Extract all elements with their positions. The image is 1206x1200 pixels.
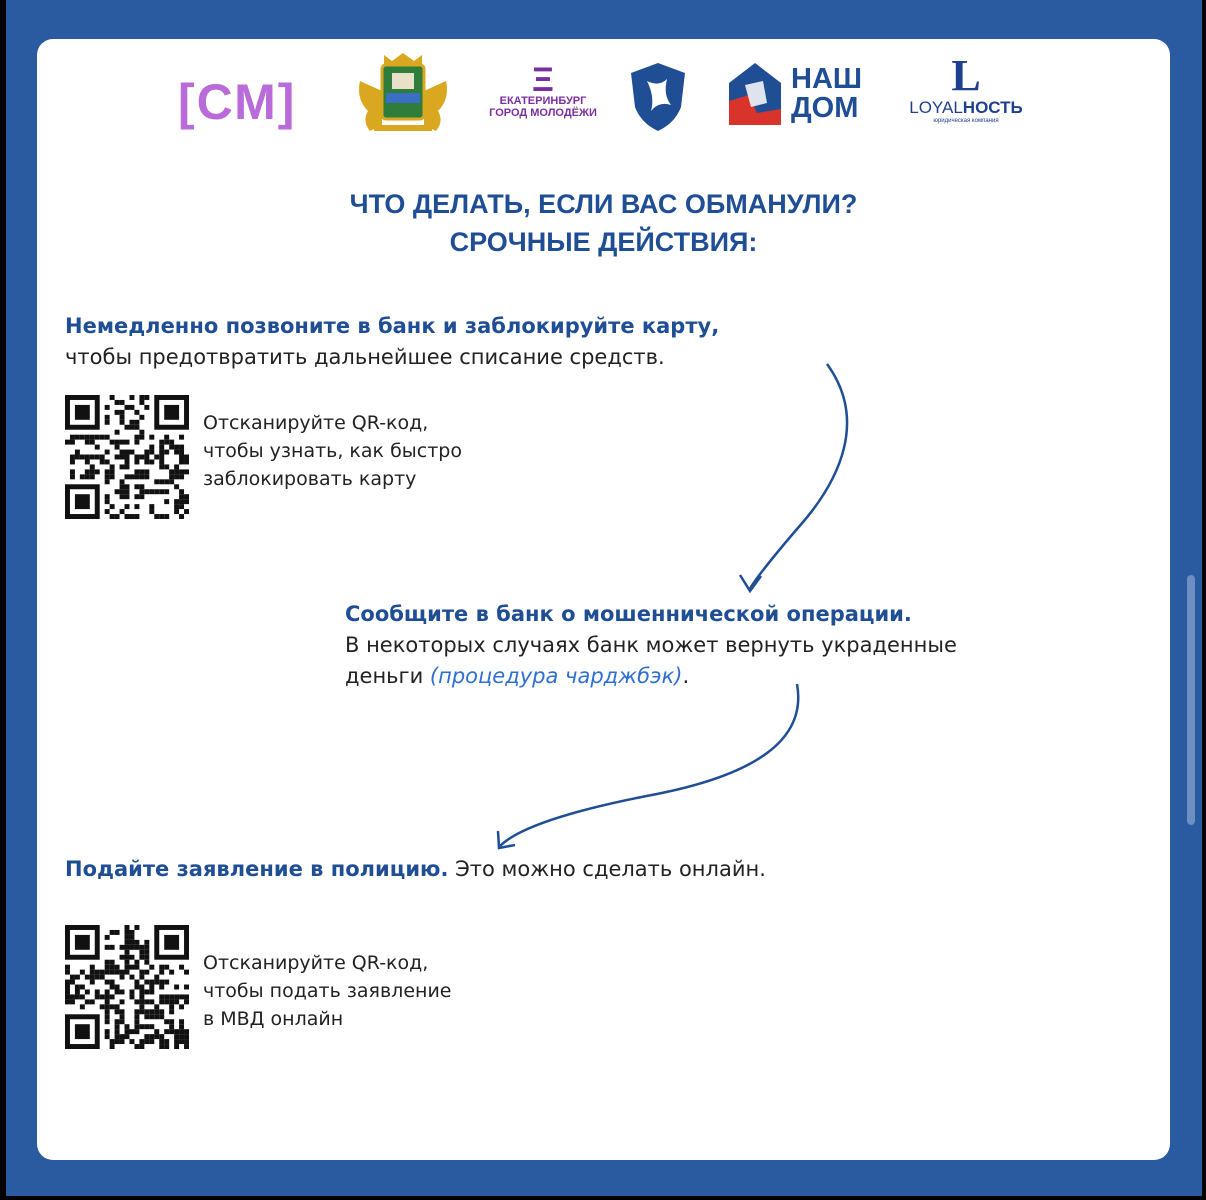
title-line2: СРОЧНЫЕ ДЕЙСТВИЯ: <box>449 227 758 257</box>
ekb-mark: Ξ <box>532 61 554 99</box>
ekb-line2: ГОРОД МОЛОДЁЖИ <box>489 107 597 119</box>
step1-bold: Немедленно позвоните в банк и заблокируйте карту, <box>65 314 720 338</box>
ekaterinburg-crest-icon <box>352 51 454 135</box>
arrow-step1-to-step2 <box>750 364 847 589</box>
partner-logos <box>37 39 1170 159</box>
step1-text: чтобы предотвратить дальнейшее списание средств. <box>65 345 665 369</box>
title-line1: ЧТО ДЕЛАТЬ, ЕСЛИ ВАС ОБМАНУЛИ? <box>349 189 858 219</box>
loyal-name-a: LOYAL <box>909 98 963 117</box>
page-title <box>37 185 1170 261</box>
step-police-report <box>65 854 766 885</box>
step2-text-line2b: . <box>682 664 690 688</box>
chargeback-highlight: (процедура чарджбэк) <box>429 664 683 688</box>
nash-dom-logo <box>727 61 867 131</box>
shield-logo-icon <box>629 61 687 133</box>
house-icon <box>727 61 783 127</box>
qr-code-police-report[interactable] <box>65 925 189 1049</box>
loyal-mark: L <box>951 51 981 100</box>
step-report-fraud <box>345 599 957 692</box>
sm-logo: [СМ] <box>178 74 297 130</box>
content-card <box>37 39 1170 1160</box>
arrowhead-2 <box>498 831 515 848</box>
step3-text: Это можно сделать онлайн. <box>448 857 766 881</box>
step3-bold: Подайте заявление в полицию. <box>65 857 449 881</box>
scrollbar[interactable] <box>1187 575 1195 825</box>
loyal-subtitle: юридическая компания <box>933 118 999 124</box>
step2-text-line1: В некоторых случаях банк может вернуть украденные <box>345 633 957 657</box>
arrow-step2-to-step3 <box>500 684 798 846</box>
loyal-name <box>901 98 1031 118</box>
nash-dom-line2: ДОМ <box>791 92 859 124</box>
loyal-name-b: НОСТЬ <box>962 98 1023 117</box>
loyalnost-logo <box>901 51 1031 124</box>
qr2-caption: Отсканируйте QR-код, чтобы подать заявление в МВД онлайн <box>203 952 452 1030</box>
step2-text-line2a: деньги <box>345 664 430 688</box>
nash-dom-line1: НАШ <box>791 63 863 95</box>
ekaterinburg-youth-logo <box>484 61 602 119</box>
step-call-bank <box>65 311 719 373</box>
arrowhead-1 <box>740 575 761 591</box>
ekb-line1: ЕКАТЕРИНБУРГ <box>499 95 587 107</box>
qr1-caption: Отсканируйте QR-код, чтобы узнать, как быстро заблокировать карту <box>203 412 462 490</box>
qr-code-block-card[interactable] <box>65 395 189 519</box>
step2-bold: Сообщите в банк о мошеннической операции. <box>345 602 912 626</box>
nash-dom-text <box>791 65 862 123</box>
